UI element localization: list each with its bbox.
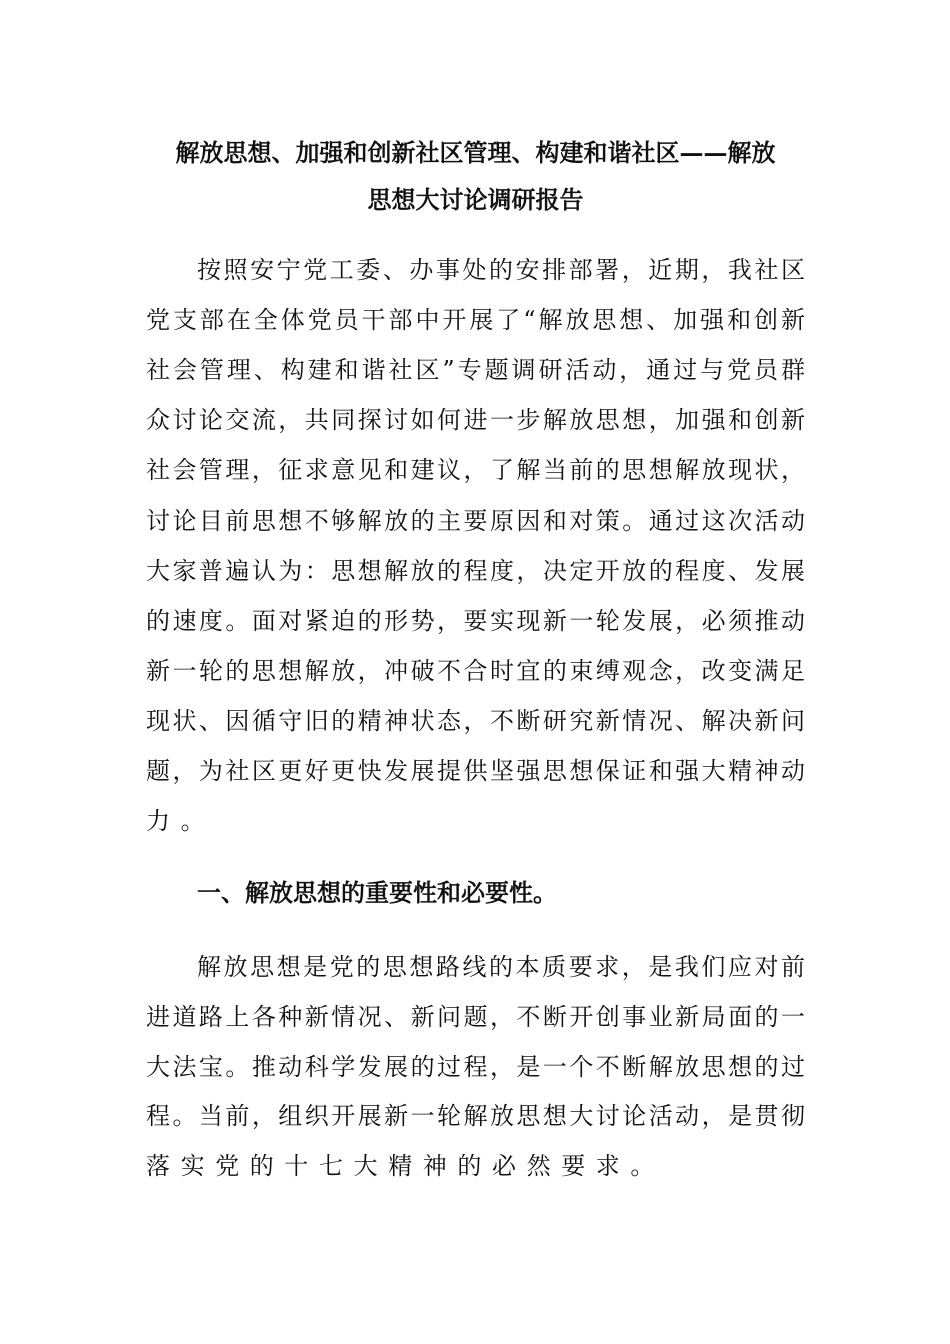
text-line: 进道路上各种新情况、新问题，不断开创事业新局面的一 bbox=[146, 1002, 805, 1031]
text-line: 讨论目前思想不够解放的主要原因和对策。通过这次活动 bbox=[146, 506, 805, 535]
text-line: 社会管理，征求意见和建议，了解当前的思想解放现状， bbox=[146, 456, 805, 485]
document-title-line-1: 解放思想、加强和创新社区管理、构建和谐社区——解放 bbox=[175, 138, 776, 167]
text-line: 题，为社区更好更快发展提供坚强思想保证和强大精神动 bbox=[146, 757, 805, 785]
text-line: 党支部在全体党员干部中开展了“解放思想、加强和创新 bbox=[146, 306, 805, 335]
text-line: 大法宝。推动科学发展的过程，是一个不断解放思想的过 bbox=[146, 1052, 805, 1081]
text-line: 大家普遍认为：思想解放的程度，决定开放的程度、发展 bbox=[146, 556, 805, 585]
text-line: 落实党的十七大精神的必然要求。 bbox=[146, 1152, 665, 1181]
text-line: 按照安宁党工委、办事处的安排部署，近期，我社区 bbox=[197, 256, 805, 284]
text-line: 社会管理、构建和谐社区”专题调研活动，通过与党员群 bbox=[146, 356, 805, 385]
section-heading: 一、解放思想的重要性和必要性。 bbox=[197, 878, 557, 907]
text-line: 程。当前，组织开展新一轮解放思想大讨论活动，是贯彻 bbox=[146, 1102, 805, 1131]
text-line: 众讨论交流，共同探讨如何进一步解放思想，加强和创新 bbox=[146, 406, 805, 435]
text-line: 力。 bbox=[146, 807, 216, 836]
text-line: 解放思想是党的思想路线的本质要求，是我们应对前 bbox=[197, 953, 805, 981]
text-line: 新一轮的思想解放，冲破不合时宜的束缚观念，改变满足 bbox=[146, 656, 805, 685]
text-line: 现状、因循守旧的精神状态，不断研究新情况、解决新问 bbox=[146, 706, 805, 735]
text-line: 的速度。面对紧迫的形势，要实现新一轮发展，必须推动 bbox=[146, 606, 805, 635]
document-title-line-2: 思想大讨论调研报告 bbox=[367, 185, 584, 214]
